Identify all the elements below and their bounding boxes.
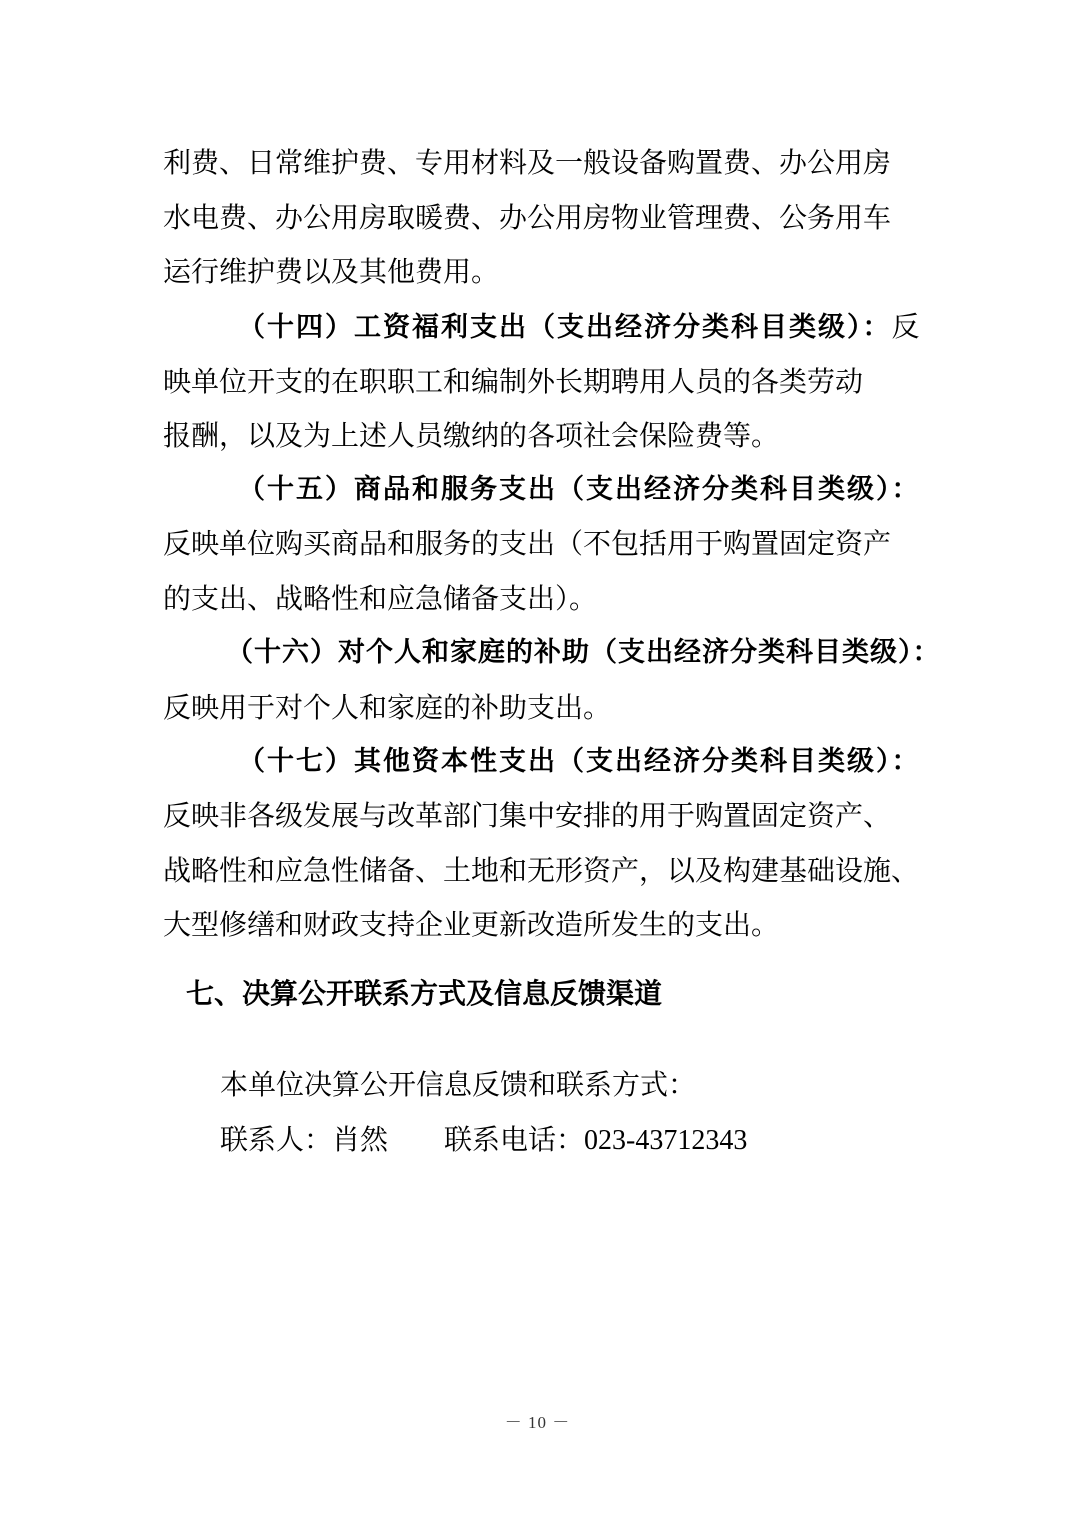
item-14-heading-tail: 反 bbox=[891, 310, 920, 343]
contact-intro: 本单位决算公开信息反馈和联系方式： bbox=[220, 1068, 697, 1101]
item-17-line: 大型修缮和财政支持企业更新改造所发生的支出。 bbox=[163, 908, 780, 941]
item-14-line: 映单位开支的在职职工和编制外长期聘用人员的各类劳动 bbox=[163, 365, 864, 398]
item-15-heading: （十五）商品和服务支出（支出经济分类科目类级）： bbox=[238, 474, 921, 505]
paragraph-line: 运行维护费以及其他费用。 bbox=[163, 255, 500, 288]
section-7-title: 七、决算公开联系方式及信息反馈渠道 bbox=[186, 977, 663, 1010]
page-number: － 10 － bbox=[504, 1413, 571, 1432]
item-14-line: 报酬，以及为上述人员缴纳的各项社会保险费等。 bbox=[163, 419, 780, 452]
paragraph-line: 利费、日常维护费、专用材料及一般设备购置费、办公用房 bbox=[163, 146, 892, 179]
contact-person-label: 联系人： bbox=[220, 1123, 333, 1156]
item-17-line: 战略性和应急性储备、土地和无形资产，以及构建基础设施、 bbox=[163, 854, 920, 887]
item-17-line: 反映非各级发展与改革部门集中安排的用于购置固定资产、 bbox=[163, 799, 892, 832]
item-14-heading: （十四）工资福利支出（支出经济分类科目类级）： bbox=[238, 312, 892, 343]
item-14-heading-line bbox=[238, 307, 920, 347]
item-15-line: 反映单位购买商品和服务的支出（不包括用于购置固定资产 bbox=[163, 527, 892, 560]
contact-phone-label: 联系电话： bbox=[444, 1123, 585, 1156]
item-17-heading: （十七）其他资本性支出（支出经济分类科目类级）： bbox=[238, 746, 921, 777]
contact-phone-number: 023-43712343 bbox=[584, 1125, 748, 1156]
paragraph-line: 水电费、办公用房取暖费、办公用房物业管理费、公务用车 bbox=[163, 201, 892, 234]
item-15-line: 的支出、战略性和应急储备支出）。 bbox=[163, 582, 598, 615]
contact-person-name: 肖然 bbox=[332, 1123, 389, 1156]
item-16-heading: （十六）对个人和家庭的补助（支出经济分类科目类级）： bbox=[226, 637, 941, 668]
contact-line bbox=[220, 1120, 747, 1160]
item-16-line: 反映用于对个人和家庭的补助支出。 bbox=[163, 691, 612, 724]
